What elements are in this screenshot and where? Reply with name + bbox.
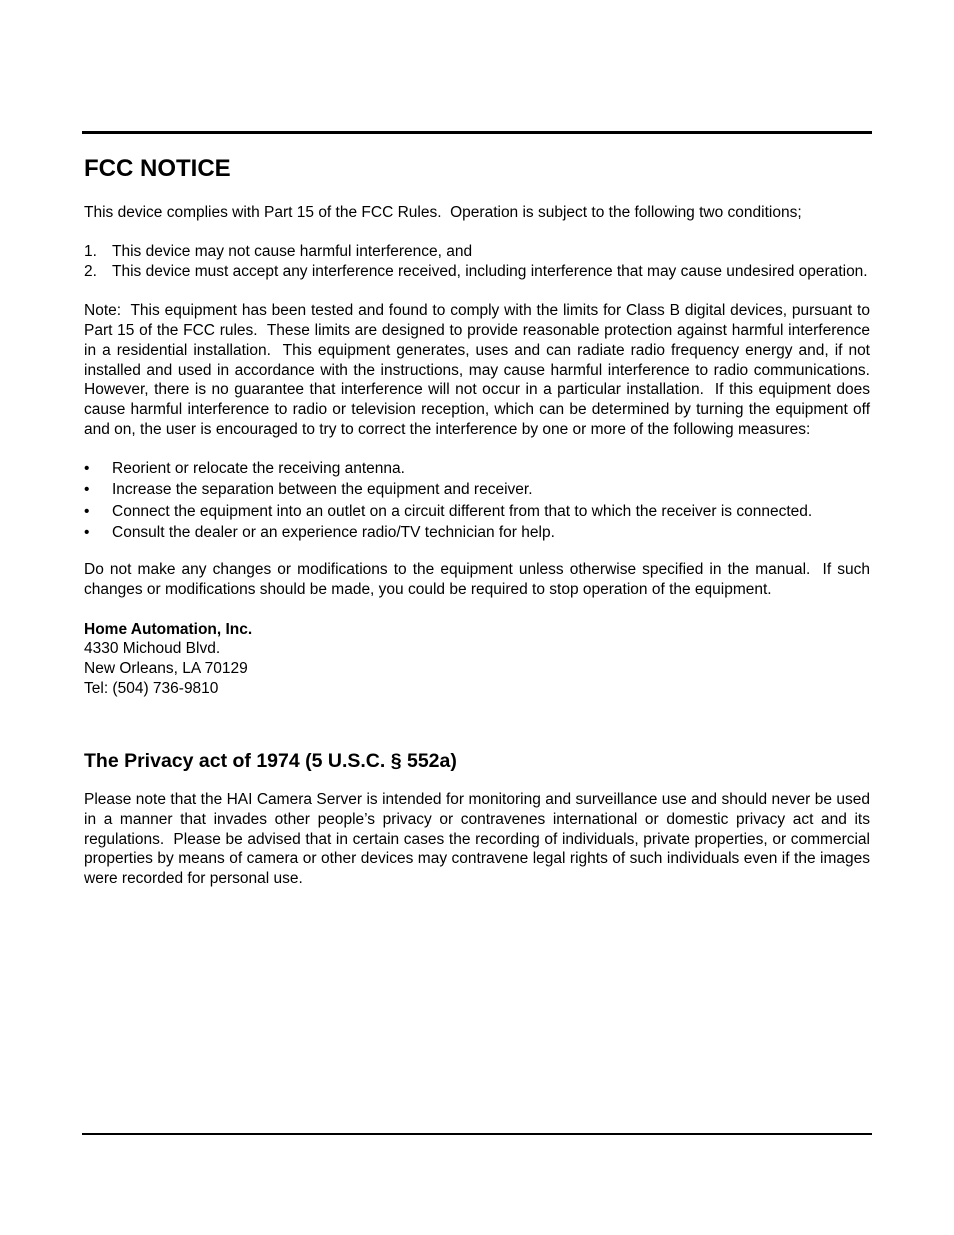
list-item xyxy=(84,242,870,262)
bullet-icon: • xyxy=(84,460,90,478)
list-item xyxy=(84,262,870,282)
list-item xyxy=(84,502,870,522)
modifications-notice: Do not make any changes or modifications to the equipment unless otherwise specified in the manual. If such changes or modifications should be made, you could be required to stop operation of the equipment. xyxy=(84,561,875,599)
company-name: Home Automation, Inc. xyxy=(84,620,253,638)
list-number: 1. xyxy=(84,243,97,261)
list-number: 2. xyxy=(84,263,97,281)
conditions-list xyxy=(84,242,870,281)
list-item xyxy=(84,480,870,500)
bottom-divider xyxy=(82,1133,872,1135)
company-street: 4330 Michoud Blvd. xyxy=(84,640,221,658)
privacy-heading: The Privacy act of 1974 (5 U.S.C. § 552a) xyxy=(84,750,457,773)
company-city: New Orleans, LA 70129 xyxy=(84,659,248,677)
list-item-text: This device must accept any interference received, including interference that may cause undesired operation. xyxy=(112,263,868,281)
list-item-text: Connect the equipment into an outlet on a circuit different from that to which the receiver is connected. xyxy=(112,502,813,520)
top-divider xyxy=(82,131,872,134)
list-item xyxy=(84,523,870,543)
list-item xyxy=(84,459,870,479)
company-phone: Tel: (504) 736-9810 xyxy=(84,679,219,697)
fcc-intro: This device complies with Part 15 of the FCC Rules. Operation is subject to the following two conditions; xyxy=(84,204,802,221)
list-item-text: Increase the separation between the equipment and receiver. xyxy=(112,481,533,499)
bullet-icon: • xyxy=(84,502,90,520)
measures-list xyxy=(84,459,870,542)
company-address xyxy=(84,620,870,699)
page-content xyxy=(84,152,879,889)
list-item-text: Reorient or relocate the receiving antenna. xyxy=(112,460,405,478)
fcc-heading: FCC NOTICE xyxy=(84,155,231,182)
bullet-icon: • xyxy=(84,523,90,541)
list-item-text: This device may not cause harmful interference, and xyxy=(112,243,473,261)
list-item-text: Consult the dealer or an experience radio/TV technician for help. xyxy=(112,523,555,541)
fcc-note: Note: This equipment has been tested and found to comply with the limits for Class B digital devices, pursuant to Part 15 of the FCC rules. These limits are designed to provide reasonable protection against harmful interference in a residential installation. This equipment generates, uses and can radiate radio frequency energy and, if not installed and used in accordance with the instructions, may cause harmful interference to radio communications. However, there is no guarantee that interference will not occur in a particular installation. If this equipment does cause harmful interference to radio or television reception, which can be determined by turning the equipment off and on, the user is encouraged to try to correct the interference by one or more of the following measures: xyxy=(84,302,879,438)
bullet-icon: • xyxy=(84,481,90,499)
privacy-body: Please note that the HAI Camera Server is intended for monitoring and surveillance use and should never be used in a manner that invades other people’s privacy or contravenes international or domestic privacy act and its regulations. Please be advised that in certain cases the recording of individuals, private properties, or commercial properties by means of camera or other devices may contravene legal rights of such individuals even if the images were recorded for personal use. xyxy=(84,791,875,888)
